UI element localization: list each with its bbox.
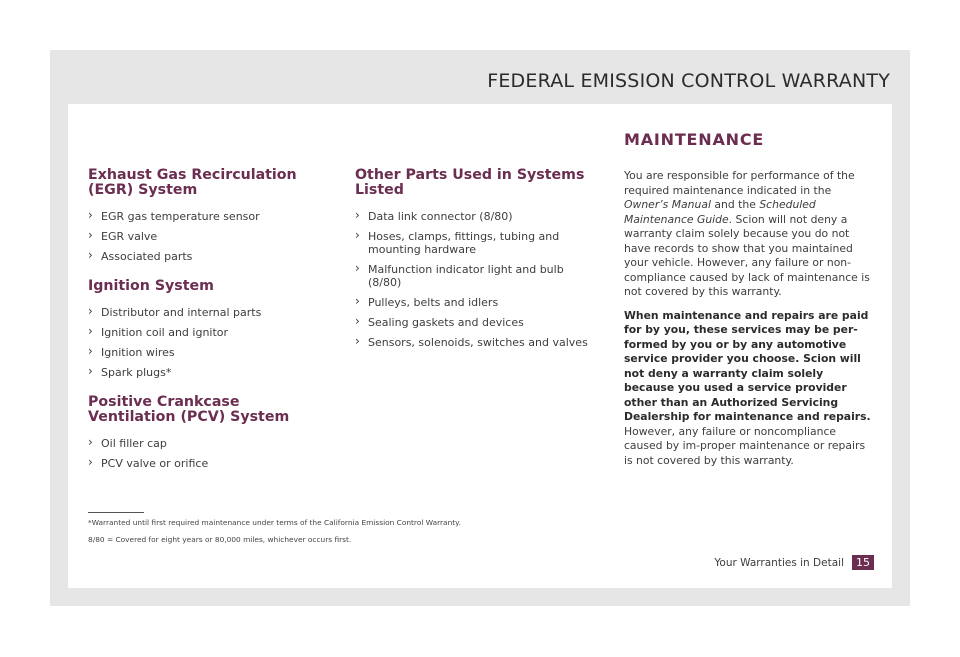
- p1-text-b: and the: [710, 198, 760, 211]
- p2-text: However, any failure or noncompliance caused by im-proper maintenance or repairs is not covered by this warranty.: [624, 424, 866, 467]
- footnote-2: 8/80 = Covered for eight years or 80,000 miles, whichever occurs first.: [88, 535, 352, 544]
- page-header-title: FEDERAL EMISSION CONTROL WARRANTY: [487, 70, 890, 92]
- egr-section: [88, 168, 328, 263]
- page-number: 15: [852, 555, 874, 570]
- list-item: › Pulleys, belts and idlers: [355, 296, 600, 309]
- list-item: › Data link connector (8/80): [355, 210, 600, 223]
- list-item: › Oil filler cap: [88, 437, 328, 450]
- footer-label: Your Warranties in Detail: [714, 556, 844, 569]
- egr-list: [88, 210, 328, 263]
- list-item: › Associated parts: [88, 250, 328, 263]
- page-footer: [714, 555, 874, 570]
- ignition-section: [88, 279, 328, 379]
- footnote-rule: [88, 512, 144, 513]
- content-panel: [68, 104, 892, 588]
- list-item: › Sealing gaskets and devices: [355, 316, 600, 329]
- column-middle: [355, 168, 600, 365]
- maintenance-heading: MAINTENANCE: [624, 130, 765, 149]
- list-item: › Ignition wires: [88, 346, 328, 359]
- list-item: › Distributor and internal parts: [88, 306, 328, 319]
- footnote-1: *Warranted until first required maintenance under terms of the California Emission Control Warranty.: [88, 518, 461, 527]
- other-parts-list: [355, 210, 600, 349]
- column-left: [88, 168, 328, 486]
- page-frame: [50, 50, 910, 606]
- other-parts-heading: Other Parts Used in Systems Listed: [355, 167, 585, 198]
- list-item: › Hoses, clamps, fittings, tubing and mounting hardware: [355, 230, 600, 256]
- column-maintenance: [624, 130, 872, 477]
- ignition-heading: Ignition System: [88, 278, 214, 294]
- maintenance-paragraph-1: [624, 169, 872, 300]
- maintenance-guide-title: Scheduled Maintenance Guide: [624, 198, 816, 226]
- list-item: › EGR gas temperature sensor: [88, 210, 328, 223]
- maintenance-paragraph-2: [624, 309, 872, 469]
- list-item: › PCV valve or orifice: [88, 457, 328, 470]
- egr-heading: Exhaust Gas Recirculation (EGR) System: [88, 167, 297, 198]
- list-item: › Ignition coil and ignitor: [88, 326, 328, 339]
- pcv-heading: Positive Crankcase Ventilation (PCV) System: [88, 394, 290, 425]
- list-item: › Malfunction indicator light and bulb (8/80): [355, 263, 600, 289]
- p2-bold-text: When maintenance and repairs are paid for by you, these services may be per-formed by you or by any automotive service provider you choose. Scion will not deny a warranty claim solely because you used a service provider other than an Authorized Servicing Dealership for maintenance and repairs.: [624, 308, 871, 423]
- p1-text-a: You are responsible for performance of the required maintenance indicated in the: [624, 169, 855, 197]
- list-item: › Sensors, solenoids, switches and valves: [355, 336, 600, 349]
- pcv-list: [88, 437, 328, 470]
- pcv-section: [88, 395, 328, 470]
- list-item: › EGR valve: [88, 230, 328, 243]
- other-parts-section: [355, 168, 600, 349]
- owners-manual-title: Owner’s Manual: [624, 198, 711, 211]
- ignition-list: [88, 306, 328, 379]
- p1-text-c: . Scion will not deny a warranty claim solely because you do not have records to show that you maintained your vehicle. However, any failure or non-compliance caused by lack of maintenance is not covered by this warranty.: [624, 212, 870, 298]
- list-item: › Spark plugs*: [88, 366, 328, 379]
